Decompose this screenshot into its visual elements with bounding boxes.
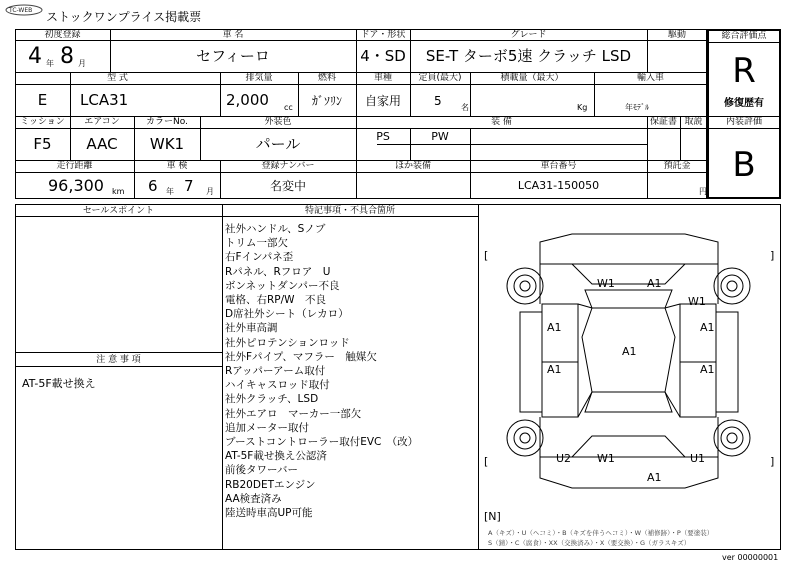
color-no: WK1 (149, 135, 185, 153)
defect-item: D席社外シート（レカロ） (225, 308, 349, 321)
registration-plate: 名変中 (269, 179, 306, 193)
reg-month: 8 (60, 44, 74, 69)
first-registration-label: 初度登録 (44, 30, 81, 40)
type-prefix: E (37, 91, 48, 109)
displacement: 2,000 (226, 91, 269, 109)
defect-item: 社外ハンドル、Sノブ (225, 223, 326, 235)
inspection-year-unit: 年 (166, 187, 174, 196)
version-label: ver 00000001 (722, 553, 779, 562)
plate-label: 登録ナンバー (261, 161, 315, 171)
defect-item: 社外クラッチ、LSD (225, 393, 319, 406)
bracket-top-left: [ (484, 249, 489, 262)
bracket-top-right: ] (770, 249, 775, 262)
mileage-label: 走行距離 (56, 161, 93, 171)
interior-rating-label: 内装評価 (725, 117, 762, 127)
defect-item: 社外エアロ マーカー一部欠 (225, 407, 362, 420)
damage-mark: W1 (597, 277, 615, 290)
mileage: 96,300 (48, 176, 104, 195)
sales-point-label: セールスポイント (82, 206, 155, 216)
defect-item: トリム一部欠 (225, 237, 288, 250)
aircon: AAC (86, 135, 118, 153)
fuel-label: 燃料 (317, 73, 336, 83)
door-shape: 4・SD (360, 47, 406, 65)
defect-item: 追加メーター取付 (225, 421, 309, 434)
import-label: 輸入車 (636, 73, 664, 83)
capacity-unit: 名 (461, 103, 469, 112)
inspection-year: 6 (148, 177, 158, 195)
repair-history: 修復歴有 (724, 98, 764, 109)
mission: F5 (33, 135, 52, 153)
bracket-bottom-right: ] (770, 455, 775, 468)
interior-rating: B (732, 145, 756, 185)
door-shape-label: ドア・形状 (360, 30, 406, 40)
load-label: 積載量（最大） (500, 73, 564, 83)
defect-item: 前後タワーバー (225, 464, 298, 477)
equipment-label: 装 備 (491, 117, 512, 127)
load-unit: Kg (577, 103, 588, 112)
deposit-label: 預託金 (663, 161, 691, 171)
reg-year-unit: 年 (46, 59, 54, 68)
grade: SE-T ターボ5速 クラッチ LSD (425, 47, 632, 65)
vehicle-use-label: 車種 (373, 73, 392, 83)
defect-item: 陸送時車高UP可能 (225, 507, 313, 520)
defect-item: 右Fインパネ歪 (225, 251, 294, 264)
mileage-unit: km (112, 187, 125, 196)
vehicle-use: 自家用 (364, 94, 401, 108)
defect-item: Rパネル、Rフロア U (225, 265, 331, 278)
defect-item: RB20DETエンジン (225, 478, 316, 491)
notes-label: 注 意 事 項 (96, 355, 141, 365)
car-name: セフィーロ (196, 47, 270, 65)
defect-item: AT-5F載せ換え公認済 (225, 450, 327, 463)
exterior-color-label: 外装色 (264, 117, 292, 127)
damage-mark: A1 (547, 321, 562, 334)
displacement-label: 排気量 (245, 73, 273, 83)
damage-mark: W1 (688, 295, 706, 308)
exterior-color: パール (255, 135, 301, 153)
damage-mark: A1 (700, 321, 715, 334)
legend-line-1: A（キズ）・U（ヘコミ）・B（キズを伴うヘコミ）・W（補修跡）・P（要塗装） (488, 529, 714, 537)
nonsmoke-mark: [N] (484, 510, 501, 523)
grade-label: グレード (510, 30, 547, 40)
warranty-label: 保証書 (649, 117, 677, 127)
defect-item: ボンネットダンパー不良 (225, 279, 340, 292)
car-name-label: 車 名 (222, 30, 244, 40)
page-title: ストックワンプライス掲載票 (46, 10, 202, 24)
notes-text: AT-5F載せ換え (22, 377, 96, 390)
defect-item: ブーストコントローラー取付EVC （改） (225, 436, 419, 449)
color-no-label: カラーNo. (146, 117, 188, 127)
drive-label: 駆動 (667, 30, 686, 40)
fuel: ｶﾞｿﾘﾝ (311, 94, 342, 108)
defect-item: 社外Fパイプ、マフラー 触媒欠 (225, 350, 377, 363)
chassis-label: 車台番号 (540, 161, 577, 171)
deposit-unit: 円 (699, 187, 707, 196)
defect-item: 電格、右RP/W 不良 (225, 294, 327, 307)
defect-item: 社外車高調 (225, 322, 278, 335)
defect-item: ハイキャスロッド取付 (225, 379, 330, 392)
defect-item: Rアッパーアーム取付 (225, 365, 326, 378)
inspection-month-unit: 月 (206, 187, 214, 196)
capacity-label: 定員(最大) (418, 73, 462, 83)
defect-item: AA検査済み (225, 492, 282, 505)
capacity: 5 (434, 94, 442, 108)
car-diagram (480, 212, 780, 512)
svg-text:TC-WEB: TC-WEB (9, 7, 33, 14)
defects-list (225, 222, 475, 520)
damage-mark: W1 (597, 452, 615, 465)
damage-mark: U1 (690, 452, 706, 465)
mission-label: ミッション (20, 117, 65, 127)
reg-year: 4 (28, 44, 42, 69)
tc-web-logo (4, 2, 44, 18)
model-type-label: 型 式 (107, 73, 128, 83)
other-equipment-label: ほか装備 (394, 161, 431, 171)
overall-rating-label: 総合評価点 (721, 31, 767, 41)
model-year-label: 年ﾓﾃﾞﾙ (625, 103, 649, 112)
equip-pw: PW (431, 130, 449, 143)
overall-rating: R (732, 51, 756, 91)
damage-mark: A1 (622, 345, 637, 358)
defects-label: 特記事項・不具合箇所 (304, 206, 395, 216)
inspection-label: 車 検 (166, 161, 188, 171)
legend-line-2: S（錆）・C（腐食）・XX（交換済み）・X（要交換）・G（ガラスキズ） (488, 539, 691, 547)
manual-label: 取説 (684, 117, 703, 127)
equip-ps: PS (376, 130, 390, 143)
damage-mark: A1 (700, 363, 715, 376)
reg-month-unit: 月 (78, 59, 86, 68)
damage-mark: A1 (647, 471, 662, 484)
chassis-number: LCA31-150050 (517, 179, 600, 192)
aircon-label: エアコン (84, 117, 120, 127)
bracket-bottom-left: [ (484, 455, 489, 468)
damage-mark: A1 (547, 363, 562, 376)
displacement-unit: cc (284, 103, 293, 112)
damage-mark: A1 (647, 277, 662, 290)
defect-item: 社外ピロテンションロッド (225, 336, 350, 349)
type-code: LCA31 (80, 91, 129, 109)
damage-mark: U2 (556, 452, 572, 465)
inspection-month: 7 (184, 177, 194, 195)
